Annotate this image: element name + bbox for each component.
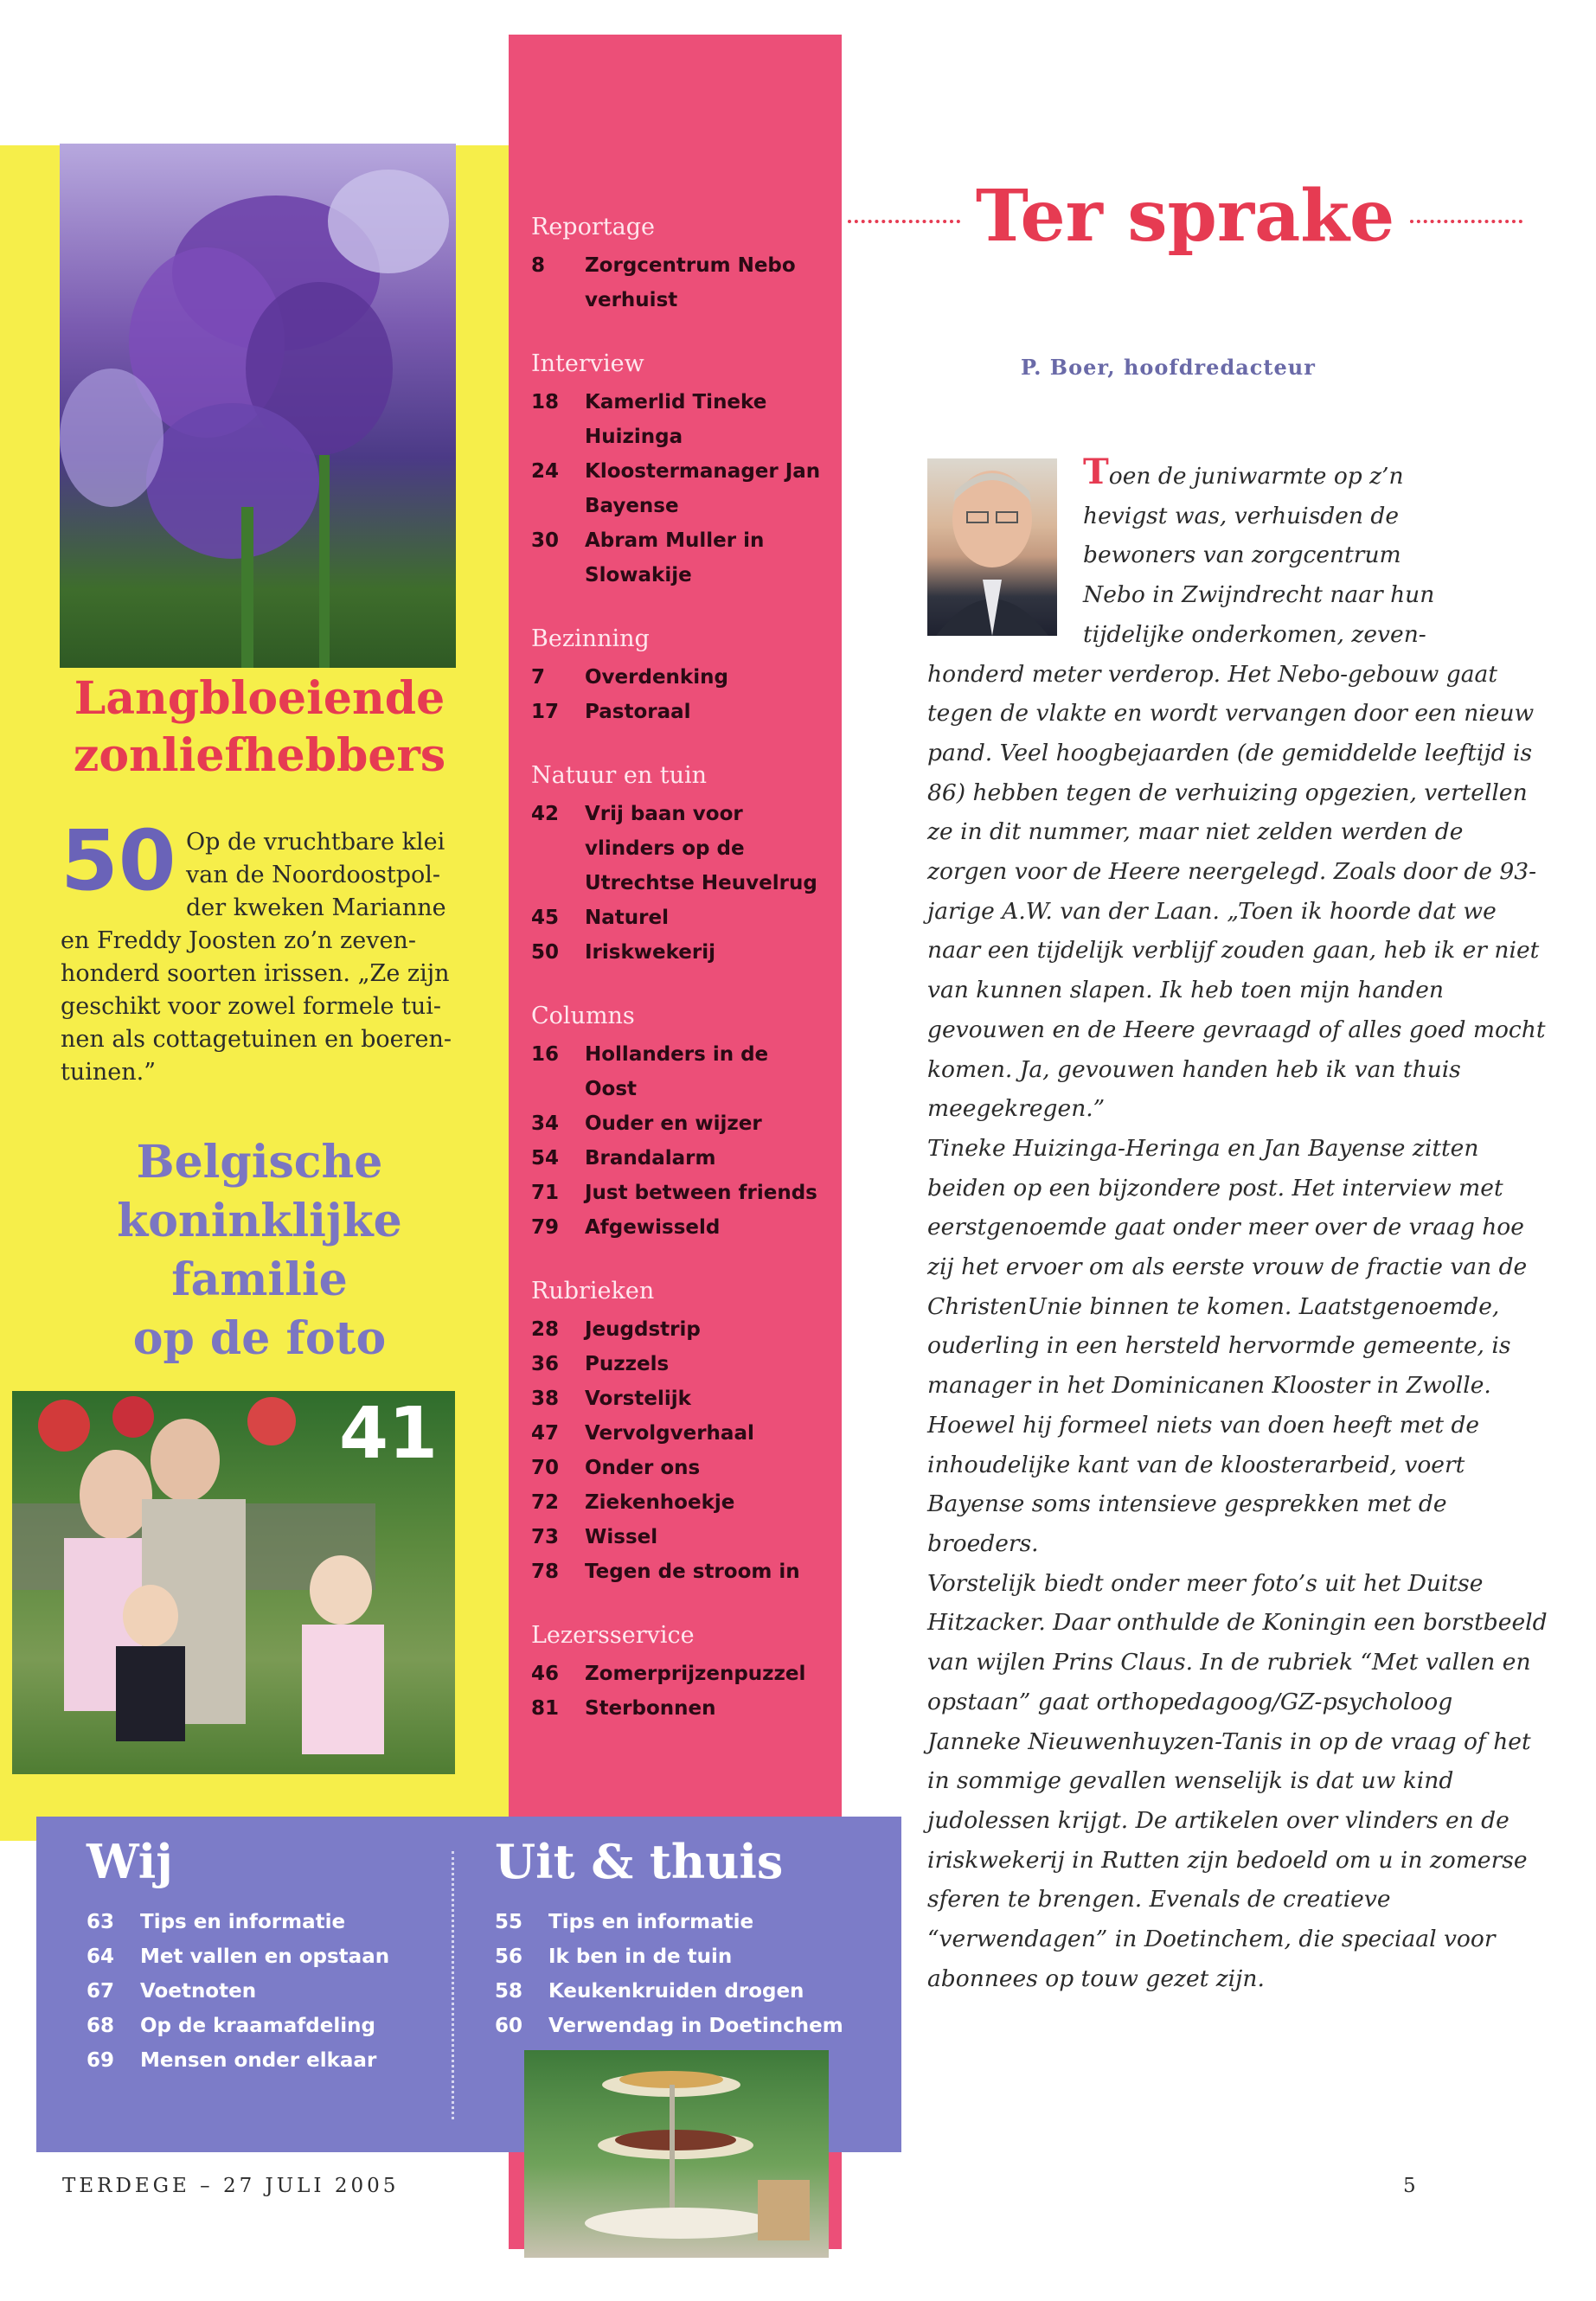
toc-item-title: Wissel <box>585 1526 658 1548</box>
toc-item[interactable] <box>531 695 825 729</box>
editorial-paragraph-3: Vorstelijk biedt onder meer foto’s uit het Duitse Hitzacker. Daar onthulde de Koningin een borstbeeld van wijlen Prins Claus. In de rubriek “Met vallen en opstaan” gaat orthopedagoog/GZ-psycholoog Janneke Nieuwenhuyzen-Tanis in op de vraag of het in sommige gevallen wenselijk is dat uw kind judolessen krijgt. De artikelen over vlinders en de iriskwekerij in Rutten zijn bedoeld om u in zomerse sferen te brengen. Evenals de creatieve “verwendagen” in Doetinchem, die speciaal voor abonnees op touw gezet zijn. <box>927 1569 1548 1992</box>
wij-list <box>87 1905 433 2078</box>
uit-item-page: 56 <box>495 1945 523 1968</box>
wij-list-item[interactable] <box>87 1974 433 2009</box>
wij-item-page: 64 <box>87 1945 115 1968</box>
footer-magazine-date: TERDEGE – 27 JULI 2005 <box>62 2175 400 2197</box>
toc-item-page: 45 <box>531 907 560 929</box>
toc-section-interview <box>531 349 825 593</box>
wij-list-item[interactable] <box>87 1905 433 1939</box>
title-dots-left <box>848 220 960 223</box>
toc-item-title: Vorstelijk <box>585 1388 691 1410</box>
toc-item-title: Naturel <box>585 907 669 929</box>
uit-item-title: Ik ben in de tuin <box>548 1945 733 1968</box>
toc-item[interactable] <box>531 1657 825 1691</box>
toc-item-title: Ouder en wijzer <box>585 1112 762 1135</box>
toc-section-heading: Natuur en tuin <box>531 762 708 789</box>
toc-item-title: Vervolgverhaal <box>585 1422 754 1445</box>
garden-illustration <box>524 2050 829 2258</box>
toc-item[interactable] <box>531 660 825 695</box>
toc-item[interactable] <box>531 1451 825 1485</box>
iris-photo <box>60 144 456 668</box>
editorial-wrap-line-4: Nebo in Zwijndrecht naar hun <box>1083 581 1435 609</box>
toc-section-bezinning <box>531 624 825 729</box>
flowers-teaser-line-1: Op de vruchtbare klei <box>186 829 445 856</box>
toc-section-reportage <box>531 212 825 317</box>
toc-section-natuur-en-tuin <box>531 760 825 970</box>
wij-item-page: 68 <box>87 2015 115 2037</box>
title-row <box>848 173 1522 260</box>
editorial-wrap-text-1: oen de juniwarmte op z’n <box>1108 463 1404 490</box>
toc-item-page: 36 <box>531 1353 560 1375</box>
toc-item[interactable] <box>531 523 825 593</box>
editorial-paragraph-1: honderd meter verderop. Het Nebo-gebouw gaat tegen de vlakte en wordt vervangen door een nieuw pand. Veel hoogbejaarden (de gemiddelde leeftijd is 86) hebben tegen de verhuizing opgezien, vertellen ze in dit nummer, maar niet zelden werden de zorgen voor de Heere neergelegd. Zoals door de 93-jarige A.W. van der Laan. „Toen ik hoorde dat we naar een tijdelijk verblijf zouden gaan, heb ik er niet van kunnen slapen. Ik heb toen mijn handen gevouwen en de Heere gevraagd of alles goed mocht komen. Ja, gevouwen handen heb ik van thuis meegekregen.” <box>927 660 1546 1123</box>
royal-heading <box>52 1133 467 1368</box>
toc-item-page: 24 <box>531 460 560 483</box>
flowers-teaser-line-3: der kweken Marianne <box>186 894 446 921</box>
wij-item-title: Mensen onder elkaar <box>140 2049 377 2072</box>
flowers-teaser-rest: en Freddy Joosten zo’n zeven-honderd soorten irissen. „Ze zijn geschikt voor zowel formele tui-nen als cottagetuinen en boeren-tuinen.” <box>61 927 452 1086</box>
toc-item-page: 70 <box>531 1457 560 1479</box>
toc-item[interactable] <box>531 1485 825 1520</box>
royal-page-number: 41 <box>339 1393 439 1475</box>
toc-section-heading: Columns <box>531 1003 635 1029</box>
toc-item-title: Sterbonnen <box>585 1697 716 1720</box>
toc-item-page: 38 <box>531 1388 560 1410</box>
toc-item-title: Pastoraal <box>585 701 691 723</box>
toc-item-page: 71 <box>531 1182 560 1204</box>
byline: P. Boer, hoofdredacteur <box>1021 355 1316 380</box>
toc-section-lezersservice <box>531 1620 825 1726</box>
toc-item-title: Zomerprijzenpuzzel <box>585 1663 806 1685</box>
toc-item-title: Abram Muller in Slowakije <box>585 529 765 586</box>
editorial-wrap-line-3: bewoners van zorgcentrum <box>1083 542 1401 569</box>
toc-item[interactable] <box>531 797 825 901</box>
toc-item[interactable] <box>531 1312 825 1347</box>
toc-item-page: 81 <box>531 1697 560 1720</box>
wij-item-page: 67 <box>87 1980 115 2003</box>
toc-item[interactable] <box>531 1037 825 1106</box>
toc-item-page: 46 <box>531 1663 560 1685</box>
toc-item-page: 17 <box>531 701 560 723</box>
toc-section-heading: Interview <box>531 350 644 377</box>
toc-item-page: 28 <box>531 1318 560 1341</box>
editorial-text <box>927 452 1550 1998</box>
editorial-dropcap: T <box>1083 452 1109 492</box>
toc-item-title: Zorgcentrum Nebo verhuist <box>585 254 796 311</box>
toc-item-page: 47 <box>531 1422 560 1445</box>
toc-item[interactable] <box>531 1416 825 1451</box>
toc-item[interactable] <box>531 901 825 935</box>
toc-item[interactable] <box>531 1520 825 1554</box>
uit-thuis-section <box>495 1834 858 2043</box>
toc-item-title: Hollanders in de Oost <box>585 1043 769 1100</box>
garden-photo <box>524 2050 829 2258</box>
title-dots-right <box>1410 220 1522 223</box>
wij-item-title: Voetnoten <box>140 1980 257 2003</box>
toc-item-title: Afgewisseld <box>585 1216 721 1239</box>
toc-item-page: 30 <box>531 529 560 552</box>
toc-item-title: Puzzels <box>585 1353 670 1375</box>
editorial-wrap-line-5: tijdelijke onderkomen, zeven- <box>1083 620 1426 648</box>
toc-section-columns <box>531 1001 825 1245</box>
uit-thuis-heading: Uit & thuis <box>495 1834 784 1889</box>
toc-item-page: 16 <box>531 1043 560 1066</box>
toc-item-page: 72 <box>531 1491 560 1514</box>
toc-item-page: 79 <box>531 1216 560 1239</box>
toc-item-title: Kamerlid Tineke Huizinga <box>585 391 767 448</box>
wij-list-item[interactable] <box>87 2043 433 2078</box>
wij-item-page: 63 <box>87 1911 115 1933</box>
uit-item-page: 58 <box>495 1980 523 2003</box>
flowers-page-number: 50 <box>61 812 176 909</box>
toc-item-page: 54 <box>531 1147 560 1170</box>
uit-item-title: Keukenkruiden drogen <box>548 1980 804 2003</box>
uit-list-item[interactable] <box>495 1974 858 2009</box>
wij-list-item[interactable] <box>87 2009 433 2043</box>
royal-heading-line-1: Belgische <box>136 1136 383 1189</box>
flowers-teaser-line-2: van de Noordoostpol- <box>186 862 441 888</box>
wij-list-item[interactable] <box>87 1939 433 1974</box>
toc-item[interactable] <box>531 1106 825 1141</box>
uit-item-title: Tips en informatie <box>548 1911 754 1933</box>
family-photo <box>12 1391 455 1774</box>
iris-illustration <box>60 144 456 668</box>
toc-item-page: 78 <box>531 1561 560 1583</box>
royal-heading-line-3: familie <box>171 1253 348 1306</box>
uit-list-item[interactable] <box>495 2009 858 2043</box>
toc-section-heading: Rubrieken <box>531 1278 655 1304</box>
wij-item-title: Tips en informatie <box>140 1911 346 1933</box>
toc-item[interactable] <box>531 1381 825 1416</box>
toc-section-heading: Lezersservice <box>531 1622 695 1649</box>
toc-item-page: 8 <box>531 254 546 277</box>
toc-section-heading: Bezinning <box>531 625 650 652</box>
flowers-teaser <box>61 826 460 1089</box>
toc-item-page: 50 <box>531 941 560 964</box>
toc-section-rubrieken <box>531 1276 825 1589</box>
uit-item-page: 55 <box>495 1911 523 1933</box>
royal-heading-line-4: op de foto <box>132 1312 387 1365</box>
wij-heading: Wij <box>87 1834 173 1889</box>
editorial-wrap-line-2: hevigst was, verhuisden de <box>1083 502 1400 529</box>
toc-item[interactable] <box>531 1691 825 1726</box>
toc-item[interactable] <box>531 1176 825 1210</box>
uit-item-page: 60 <box>495 2015 523 2037</box>
band-divider <box>452 1851 454 2119</box>
toc-item-title: Brandalarm <box>585 1147 716 1170</box>
footer-page-number: 5 <box>1403 2175 1416 2197</box>
toc-item[interactable] <box>531 1347 825 1381</box>
toc-item-title: Vrij baan voor vlinders op de Utrechtse Heuvelrug <box>585 803 817 894</box>
toc-item-title: Tegen de stroom in <box>585 1561 800 1583</box>
flowers-heading-line-1: Langbloeiende <box>74 672 445 725</box>
flowers-heading <box>52 670 467 785</box>
editorial-paragraph-2: Tineke Huizinga-Heringa en Jan Bayense zitten beiden op een bijzondere post. Het interview met eerstgenoemde gaat onder meer over de vraag hoe zij het ervoer om als eerste vrouw de fractie van de ChristenUnie binnen te komen. Laatstgenoemde, ouderling in een hersteld hervormde gemeente, is manager in het Dominicanen Klooster in Zwolle. Hoewel hij formeel niets van doen heeft met de inhoudelijke kant van de kloosterarbeid, voert Bayense soms intensieve gesprekken met de broeders. <box>927 1134 1528 1557</box>
toc-item[interactable] <box>531 248 825 317</box>
uit-list-item[interactable] <box>495 1905 858 1939</box>
toc-item[interactable] <box>531 1210 825 1245</box>
wij-item-title: Op de kraamafdeling <box>140 2015 375 2037</box>
toc-item-page: 18 <box>531 391 560 413</box>
toc-item-page: 73 <box>531 1526 560 1548</box>
toc-item-title: Overdenking <box>585 666 728 689</box>
editorial-wrap-line-1 <box>927 452 1550 497</box>
flowers-heading-line-2: zonliefhebbers <box>73 729 446 782</box>
wij-item-page: 69 <box>87 2049 115 2072</box>
toc-item-title: Onder ons <box>585 1457 701 1479</box>
toc-item[interactable] <box>531 454 825 523</box>
toc-item-title: Ziekenhoekje <box>585 1491 735 1514</box>
toc-item-title: Jeugdstrip <box>585 1318 701 1341</box>
royal-heading-line-2: koninklijke <box>117 1195 402 1247</box>
page-title: Ter sprake <box>975 175 1395 258</box>
toc-item-title: Kloostermanager Jan Bayense <box>585 460 821 517</box>
toc-item-title: Iriskwekerij <box>585 941 716 964</box>
toc-section-heading: Reportage <box>531 214 655 240</box>
toc-item-page: 42 <box>531 803 560 825</box>
toc-item[interactable] <box>531 1141 825 1176</box>
wij-section <box>87 1834 433 2078</box>
toc-item[interactable] <box>531 385 825 454</box>
uit-item-title: Verwendag in Doetinchem <box>548 2015 843 2037</box>
toc-item-page: 7 <box>531 666 546 689</box>
wij-item-title: Met vallen en opstaan <box>140 1945 390 1968</box>
toc-item[interactable] <box>531 1554 825 1589</box>
uit-list-item[interactable] <box>495 1939 858 1974</box>
table-of-contents <box>531 212 825 1757</box>
uit-thuis-list <box>495 1905 858 2043</box>
toc-item-title: Just between friends <box>585 1182 817 1204</box>
toc-item[interactable] <box>531 935 825 970</box>
toc-item-page: 34 <box>531 1112 560 1135</box>
